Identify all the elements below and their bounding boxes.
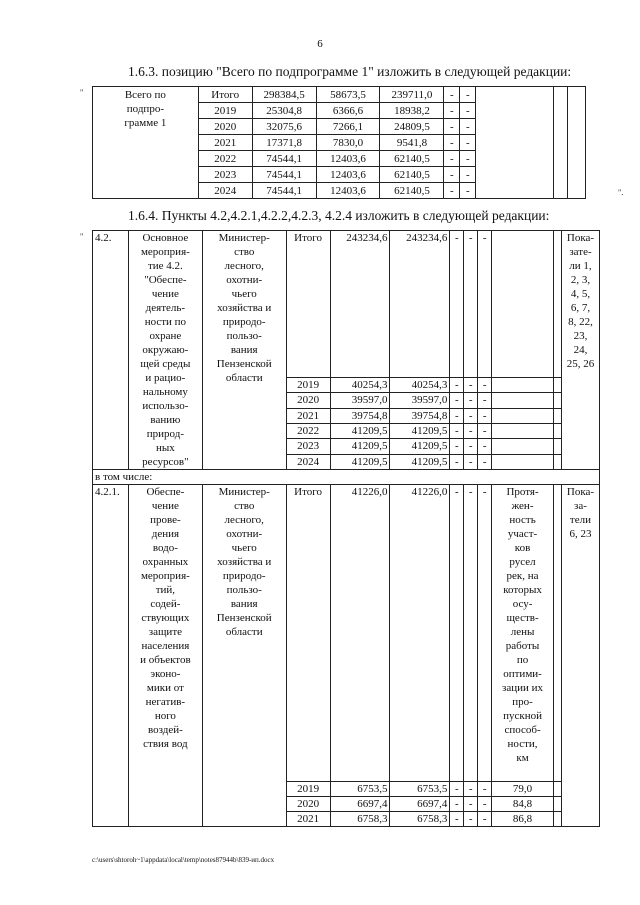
result-value: 84,8 — [492, 797, 554, 812]
regional-cell: 18938,2 — [380, 103, 444, 119]
subprogram-total-table — [92, 86, 586, 199]
year-cell: 2023 — [198, 167, 252, 183]
dash-cell: - — [450, 393, 464, 408]
dash-cell: - — [464, 439, 478, 454]
total-cell: 74544,1 — [252, 183, 316, 199]
dash-cell: - — [464, 393, 478, 408]
regional-cell: 39597,0 — [390, 393, 450, 408]
dash-cell: - — [450, 408, 464, 423]
dash-cell: - — [444, 87, 460, 103]
empty-cell — [554, 87, 568, 199]
total-cell: 32075,6 — [252, 119, 316, 135]
dash-cell: - — [464, 231, 478, 378]
dash-cell: - — [460, 87, 476, 103]
total-cell: 41226,0 — [330, 485, 390, 782]
year-cell: 2019 — [286, 782, 330, 797]
total-cell: 40254,3 — [330, 378, 390, 393]
item-name: Основное мероприя- тие 4.2. "Обеспе- чение деятель- ности по охране окружаю- щей среды и рацио- нальному использо- ванию природ- ных ресурсов" — [128, 231, 202, 470]
empty-cell — [553, 485, 561, 782]
dash-cell: - — [450, 454, 464, 469]
regional-cell: 24809,5 — [380, 119, 444, 135]
dash-cell: - — [478, 454, 492, 469]
dash-cell: - — [478, 393, 492, 408]
federal-cell: 12403,6 — [316, 151, 380, 167]
total-cell: 6758,3 — [330, 812, 390, 827]
subprogram-rows — [93, 87, 586, 199]
regional-cell: 41209,5 — [390, 423, 450, 438]
federal-cell: 7830,0 — [316, 135, 380, 151]
table-row — [93, 231, 600, 378]
dash-cell: - — [464, 812, 478, 827]
year-cell: 2021 — [286, 812, 330, 827]
open-quote-2: " — [80, 232, 84, 241]
subprogram-label: Всего по подпро- грамме 1 — [93, 87, 199, 199]
federal-cell: 12403,6 — [316, 167, 380, 183]
year-cell: Итого — [198, 87, 252, 103]
result-value: 86,8 — [492, 812, 554, 827]
item-indicators: Пока- за- тели 6, 23 — [561, 485, 599, 827]
empty-cell — [553, 797, 561, 812]
dash-cell: - — [444, 103, 460, 119]
dash-cell: - — [478, 797, 492, 812]
item-indicators: Пока- зате- ли 1, 2, 3, 4, 5, 6, 7, 8, 22, 23, 24, 25, 26 — [561, 231, 599, 470]
year-cell: Итого — [286, 485, 330, 782]
empty-cell — [553, 408, 561, 423]
regional-cell: 62140,5 — [380, 183, 444, 199]
dash-cell: - — [450, 782, 464, 797]
close-quote: ". — [618, 188, 624, 197]
item-executor: Министер- ство лесного, охотни- чьего хозяйства и природо- пользо- вания Пензенской области — [202, 231, 286, 470]
regional-cell: 6753,5 — [390, 782, 450, 797]
dash-cell: - — [460, 103, 476, 119]
total-cell: 39597,0 — [330, 393, 390, 408]
dash-cell: - — [478, 782, 492, 797]
regional-cell: 6758,3 — [390, 812, 450, 827]
empty-cell — [492, 378, 554, 393]
dash-cell: - — [460, 119, 476, 135]
dash-cell: - — [464, 408, 478, 423]
item-number: 4.2. — [93, 231, 129, 470]
dash-cell: - — [478, 423, 492, 438]
regional-cell: 40254,3 — [390, 378, 450, 393]
including-label: в том числе: — [93, 470, 600, 485]
empty-cell — [492, 408, 554, 423]
dash-cell: - — [464, 423, 478, 438]
dash-cell: - — [460, 151, 476, 167]
dash-cell: - — [478, 485, 492, 782]
year-cell: 2021 — [198, 135, 252, 151]
regional-cell: 62140,5 — [380, 151, 444, 167]
empty-cell — [553, 454, 561, 469]
dash-cell: - — [478, 439, 492, 454]
regional-cell: 41209,5 — [390, 454, 450, 469]
dash-cell: - — [450, 378, 464, 393]
federal-cell: 12403,6 — [316, 183, 380, 199]
regional-cell: 39754,8 — [390, 408, 450, 423]
total-cell: 6697,4 — [330, 797, 390, 812]
regional-cell: 6697,4 — [390, 797, 450, 812]
federal-cell: 6366,6 — [316, 103, 380, 119]
total-cell: 39754,8 — [330, 408, 390, 423]
regional-cell: 41209,5 — [390, 439, 450, 454]
year-cell: 2020 — [286, 393, 330, 408]
total-cell: 41209,5 — [330, 423, 390, 438]
empty-cell — [553, 393, 561, 408]
empty-cell — [553, 812, 561, 827]
total-cell: 41209,5 — [330, 439, 390, 454]
dash-cell: - — [464, 485, 478, 782]
open-quote: " — [80, 88, 84, 97]
dash-cell: - — [444, 119, 460, 135]
total-cell: 298384,5 — [252, 87, 316, 103]
year-cell: 2020 — [286, 797, 330, 812]
activities-table — [92, 230, 600, 827]
empty-cell — [567, 87, 585, 199]
year-cell: 2022 — [198, 151, 252, 167]
result-description: Протя- жен- ность участ- ков русел рек, на которых осу- ществ- лены работы по оптими- зации их про- пускной способ- ности, км — [492, 485, 554, 782]
empty-cell — [553, 423, 561, 438]
section-heading-163: 1.6.3. позицию "Всего по подпрограмме 1" изложить в следующей редакции: — [128, 64, 572, 79]
empty-cell — [553, 782, 561, 797]
year-cell: 2024 — [198, 183, 252, 199]
empty-cell — [553, 378, 561, 393]
empty-cell — [476, 87, 554, 199]
dash-cell: - — [450, 231, 464, 378]
empty-cell — [553, 231, 561, 378]
dash-cell: - — [444, 167, 460, 183]
file-path-footer: c:\users\shtoroh~1\appdata\local\temp\notes87944b\839-ип.docx — [92, 856, 275, 864]
total-cell: 243234,6 — [330, 231, 390, 378]
empty-cell — [492, 454, 554, 469]
table-row — [93, 87, 586, 103]
dash-cell: - — [450, 797, 464, 812]
year-cell: 2019 — [286, 378, 330, 393]
regional-cell: 62140,5 — [380, 167, 444, 183]
dash-cell: - — [444, 151, 460, 167]
dash-cell: - — [460, 183, 476, 199]
dash-cell: - — [460, 167, 476, 183]
result-value: 79,0 — [492, 782, 554, 797]
regional-cell: 243234,6 — [390, 231, 450, 378]
year-cell: Итого — [286, 231, 330, 378]
empty-cell — [492, 439, 554, 454]
dash-cell: - — [464, 797, 478, 812]
item-name: Обеспе- чение прове- дения водо- охранных мероприя- тий, содей- ствующих защите населения и объектов эконо- мики от негатив- ного воздей- ствия вод — [128, 485, 202, 827]
total-cell: 74544,1 — [252, 151, 316, 167]
section-heading-164: 1.6.4. Пункты 4.2,4.2.1,4.2.2,4.2.3, 4.2.4 изложить в следующей редакции: — [128, 208, 550, 223]
dash-cell: - — [450, 439, 464, 454]
empty-cell — [492, 231, 554, 378]
dash-cell: - — [464, 378, 478, 393]
dash-cell: - — [478, 378, 492, 393]
dash-cell: - — [464, 454, 478, 469]
dash-cell: - — [478, 812, 492, 827]
total-cell: 6753,5 — [330, 782, 390, 797]
dash-cell: - — [444, 183, 460, 199]
dash-cell: - — [460, 135, 476, 151]
year-cell: 2024 — [286, 454, 330, 469]
item-number: 4.2.1. — [93, 485, 129, 827]
regional-cell: 41226,0 — [390, 485, 450, 782]
year-cell: 2022 — [286, 423, 330, 438]
including-row — [93, 470, 600, 485]
regional-cell: 9541,8 — [380, 135, 444, 151]
table-row — [93, 485, 600, 782]
total-cell: 74544,1 — [252, 167, 316, 183]
total-cell: 25304,8 — [252, 103, 316, 119]
dash-cell: - — [450, 812, 464, 827]
federal-cell: 58673,5 — [316, 87, 380, 103]
federal-cell: 7266,1 — [316, 119, 380, 135]
year-cell: 2023 — [286, 439, 330, 454]
dash-cell: - — [444, 135, 460, 151]
dash-cell: - — [450, 485, 464, 782]
empty-cell — [492, 423, 554, 438]
year-cell: 2021 — [286, 408, 330, 423]
empty-cell — [492, 393, 554, 408]
year-cell: 2020 — [198, 119, 252, 135]
regional-cell: 239711,0 — [380, 87, 444, 103]
dash-cell: - — [450, 423, 464, 438]
total-cell: 41209,5 — [330, 454, 390, 469]
page-number: 6 — [317, 38, 323, 50]
dash-cell: - — [478, 231, 492, 378]
total-cell: 17371,8 — [252, 135, 316, 151]
activities-rows — [93, 231, 600, 827]
dash-cell: - — [478, 408, 492, 423]
year-cell: 2019 — [198, 103, 252, 119]
empty-cell — [553, 439, 561, 454]
item-executor: Министер- ство лесного, охотни- чьего хозяйства и природо- пользо- вания Пензенской области — [202, 485, 286, 827]
dash-cell: - — [464, 782, 478, 797]
